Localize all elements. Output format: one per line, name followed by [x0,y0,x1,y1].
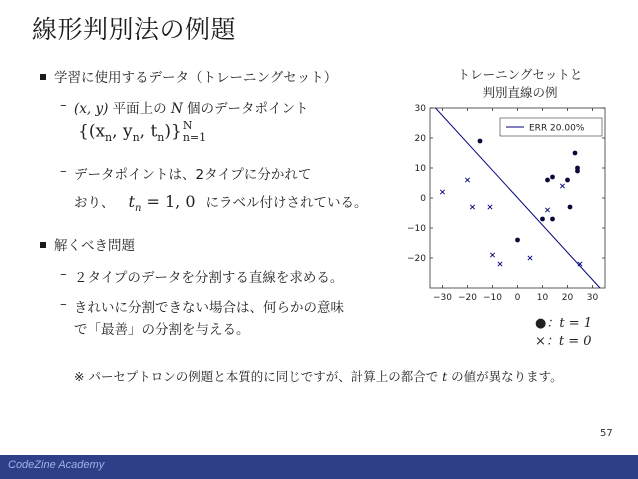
xy-math: (x, y) [74,101,109,117]
footer-bar [0,455,638,479]
x-tick-label: −30 [433,293,452,303]
y-tick-label: 20 [414,134,426,144]
data-point-circle [550,175,555,180]
sub-bullet-find-line: ２タイプのデータを分割する直線を求める。 [74,270,344,286]
x-tick-label: 0 [514,293,521,303]
y-tick-label: −20 [407,254,426,264]
bullet-square-icon [40,242,46,248]
data-point-circle [575,169,580,174]
x-tick-label: −10 [483,293,502,303]
sub-bullet-plane-points [74,97,309,117]
bullet-problem-label: 解くべき問題 [54,238,135,254]
training-set-formula: {($x_n$, $y_n$, $t_n$)} N n=1 [78,119,207,144]
plane-text: 平面上の [108,101,171,117]
data-point-circle [515,238,520,243]
y-tick-label: −10 [407,224,426,234]
dash-icon: – [60,296,67,312]
data-point-circle [568,205,573,210]
bullet-training-label: 学習に使用するデータ（トレーニングセット） [54,70,338,86]
n-math: N [170,101,183,117]
footnote: ※ パーセプトロンの例題と本質的に同じですが、計算上の都合で t の値が異なります。 [74,369,563,384]
sub-bullet-labeled: おり、 $t_n = 1$, 0 にラベル付けされている。 [74,192,368,215]
y-tick-label: 10 [414,164,426,174]
circle-marker-icon: ● [535,316,547,331]
data-point-circle [478,139,483,144]
scatter-chart [400,100,620,310]
y-tick-label: 0 [420,194,426,204]
legend-cross-t0: ×：t = 0 [535,334,592,349]
data-point-circle [573,151,578,156]
chart-title: トレーニングセットと 判別直線の例 [457,67,583,100]
data-point-circle [565,178,570,183]
sub-bullet-two-types: データポイントは、2タイプに分かれて [74,167,312,183]
sub-bullet-best-split-2: で「最善」の分割を与える。 [74,322,250,338]
bullet-square-icon [40,74,46,80]
dash-icon: – [60,266,67,282]
footer-brand: CodeZine Academy [8,459,105,471]
slide-title: 線形判別法の例題 [32,15,237,44]
data-point-circle [550,217,555,222]
data-point-circle [545,178,550,183]
scatter-chart-svg [400,100,620,310]
points-text: 個のデータポイント [182,101,309,117]
page-number: 57 [600,428,613,439]
data-point-circle [540,217,545,222]
y-tick-label: 30 [414,104,426,114]
legend-label: ERR 20.00% [529,123,585,134]
x-tick-label: 20 [561,293,574,303]
x-tick-label: 30 [586,293,599,303]
x-tick-label: −20 [458,293,477,303]
legend-circle-t1: ●：t = 1 [535,316,592,331]
x-tick-label: 10 [536,293,549,303]
dash-icon: – [60,163,67,179]
cross-marker-icon: × [535,334,546,349]
dash-icon: – [60,97,67,113]
sub-bullet-best-split-1: きれいに分割できない場合は、何らかの意味 [74,300,344,316]
